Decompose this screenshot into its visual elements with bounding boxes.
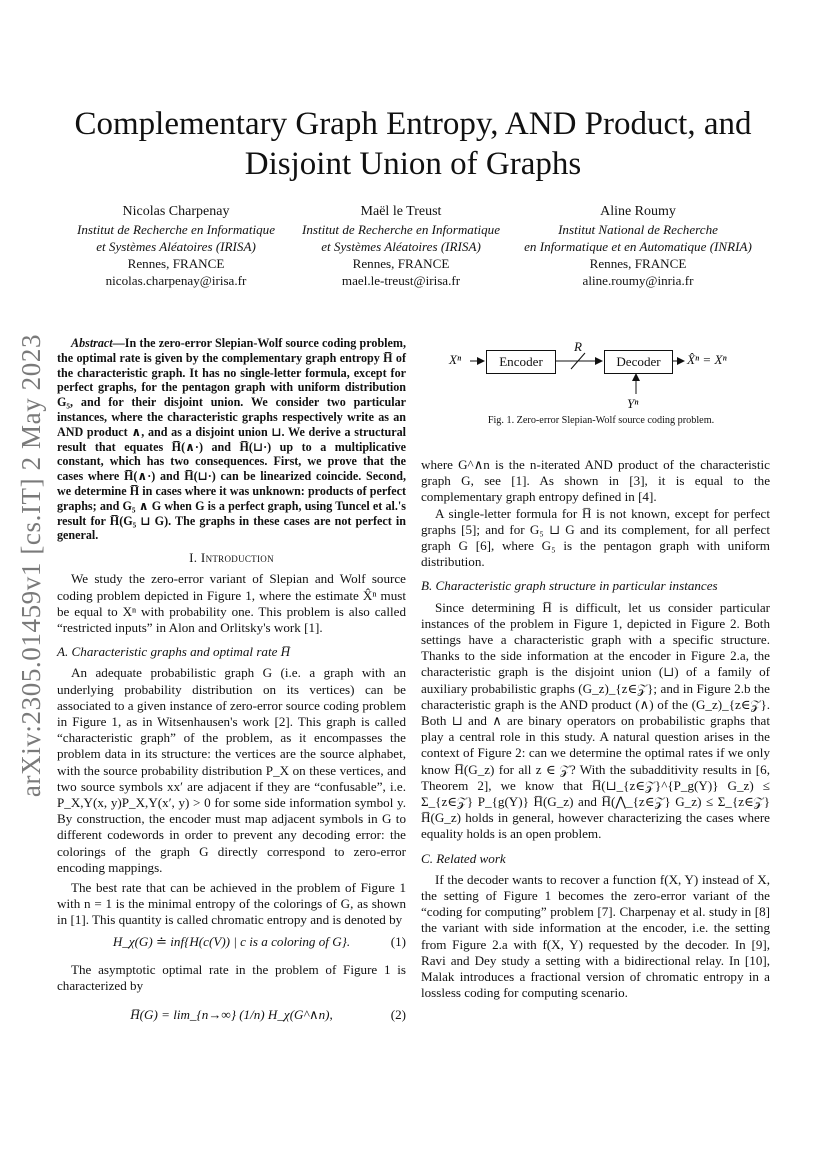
author-email: nicolas.charpenay@irisa.fr — [105, 273, 247, 288]
paper-title: Complementary Graph Entropy, AND Product, and Disjoint Union of Graphs — [74, 106, 752, 182]
figure-1-arrows — [440, 336, 760, 416]
author-affiliation: et Systèmes Aléatoires (IRISA) — [321, 239, 481, 254]
author-affiliation: Institut National de Recherche — [558, 222, 718, 237]
paragraph: where G^∧n is the n-iterated AND product of the characteristic graph G, see [1]. As shown in [3], it is equal to the complementary graph entropy defined in [4]. — [421, 457, 770, 505]
author-city: Rennes, FRANCE — [589, 256, 687, 271]
abstract — [57, 336, 406, 543]
left-column — [57, 336, 406, 1041]
input-label: Xⁿ — [449, 352, 462, 367]
encoder-block: Encoder — [486, 350, 556, 374]
equation-1 — [57, 934, 406, 956]
arxiv-identifier — [8, 333, 56, 797]
right-column — [421, 457, 770, 1002]
output-label: X̂ⁿ = Xⁿ — [687, 352, 727, 367]
abstract-text: —In the zero-error Slepian-Wolf source coding problem, the optimal rate is given by the complementary graph entropy H̅ of the characteristic graph. It has no single-letter formula, except for perfect graphs, for the pentagon graph with uniform distribution G₅, and for their disjoint union. We consider two particular instances, where the characteristic graphs respectively write as an AND product ∧, and as a disjoint union ⊔. We derive a structural result that equates H̅(∧·) and H̅(⊔·) up to a multiplicative constant, which has two consequences. First, we prove that the cases where H̅(∧·) and H̅(⊔·) can be linearized coincide. Second, we determine H̅ in cases where it was unknown: products of perfect graphs; and G₅ ∧ G when G is a perfect graph, using Tuncel et al.'s result for H̅(G₅ ⊔ G). The graphs in these cases are not perfect in general. — [57, 336, 406, 543]
author-city: Rennes, FRANCE — [352, 256, 450, 271]
decoder-block: Decoder — [604, 350, 673, 374]
paragraph: The best rate that can be achieved in the problem of Figure 1 with n = 1 is the minimal entropy of the colorings of G, as shown in [1]. This quantity is called chromatic entropy and is denoted by — [57, 880, 406, 928]
equation-1-number: (1) — [390, 933, 406, 949]
abstract-label: Abstract — [71, 336, 113, 350]
author-affiliation: et Systèmes Aléatoires (IRISA) — [96, 239, 256, 254]
author-1 — [60, 203, 292, 289]
author-email: aline.roumy@inria.fr — [582, 273, 694, 288]
paragraph: Since determining H̅ is difficult, let us consider particular instances of the problem in Figure 1, depicted in Figure 2. Both settings have a characteristic graph with a specific structure. Thanks to the side information at the encoder in Figure 2.a, the characteristic graph is the disjoint union (⊔) of a family of auxiliary probabilistic graphs (G_z)_{z∈𝒵}; and in Figure 2.b the characteristic graph is the AND product (∧) of the (G_z)_{z∈𝒵}. Both ⊔ and ∧ are binary operators on probabilistic graphs that play a central role in this study. A natural question arises in the context of Figure 2: can we determine the optimal rates if we only know H̅(G_z) for all z ∈ 𝒵? With the subadditivity results in [6, Theorem 2], we know that H̅(⊔_{z∈𝒵}^{P_g(Y)} G_z) ≤ Σ_{z∈𝒵} P_{g(Y)} H̅(G_z) and H̅(⋀_{z∈𝒵} G_z) ≤ Σ_{z∈𝒵} H̅(G_z) holds in general, however characterizing the cases where equality holds is an open problem. — [421, 599, 770, 842]
arxiv-identifier-text: arXiv:2305.01459v1 [cs.IT] 2 May 2023 — [16, 333, 47, 797]
author-block — [60, 203, 768, 303]
equation-1-body: H_χ(G) ≐ inf{H(c(V)) | c is a coloring of G}. — [112, 933, 351, 949]
author-city: Rennes, FRANCE — [127, 256, 225, 271]
subsection-heading-b: B. Characteristic graph structure in particular instances — [421, 578, 718, 594]
paragraph: We study the zero-error variant of Slepian and Wolf source coding problem depicted in Figure 1, where the estimate X̂ⁿ must be equal to Xⁿ with probability one. This problem is also called “restricted inputs” in Alon and Orlitsky's work [1]. — [57, 571, 406, 635]
author-name: Aline Roumy — [600, 204, 676, 219]
paragraph: An adequate probabilistic graph G (i.e. a graph with an underlying probability distribution on its vertices) can be associated to a given instance of zero-error source coding problem in Figure 1, as in Witsenhausen's work [2]. This graph is called “characteristic graph” of the problem, as it encompasses the problem data in its structure: the vertices are the source alphabet, with the source probability distribution P_X on these vertices, and two source symbols xx′ are adjacent if they are “confusable”, i.e. P_X,Y(x, y)P_X,Y(x′, y) > 0 for some side information symbol y. By construction, the encoder must map adjacent symbols in G to different codewords in order to prevent any decoding error: the colorings of the graph G directly correspond to zero-error encoding mappings. — [57, 665, 406, 875]
paragraph: A single-letter formula for H̅ is not known, except for perfect graphs [5]; and for G₅ ⊔ G and its complement, for all perfect graph G [6], where G₅ is the pentagon graph with uniform distribution. — [421, 505, 770, 570]
paragraph: If the decoder wants to recover a function f(X, Y) instead of X, the setting of Figure 1 becomes the zero-error variant of the “coding for computing” problem [7]. Charpenay et al. study in [8] the variant with side information at the encoder, i.e. the setting from Figure 2.a with f(X, Y) requested by the decoder. In [9], Ravi and Dey study a setting with a bidirectional relay. In [10], Malak introduces a fractional version of chromatic entropy in a lossless coding for computing scenario. — [421, 871, 770, 1001]
figure-1-caption: Fig. 1. Zero-error Slepian-Wolf source coding problem. — [487, 415, 715, 426]
author-2 — [285, 203, 517, 289]
equation-2 — [57, 999, 406, 1035]
author-3 — [508, 203, 768, 289]
author-affiliation: Institut de Recherche en Informatique — [76, 222, 276, 237]
subsection-heading-c: C. Related work — [421, 850, 506, 866]
subsection-heading-a: A. Characteristic graphs and optimal rate H̅ — [57, 644, 291, 660]
side-info-label: Yⁿ — [627, 396, 639, 411]
author-email: mael.le-treust@irisa.fr — [341, 273, 461, 288]
author-affiliation: en Informatique et en Automatique (INRIA) — [524, 239, 752, 254]
equation-2-number: (2) — [390, 1007, 406, 1023]
paragraph: The asymptotic optimal rate in the problem of Figure 1 is characterized by — [57, 961, 406, 993]
rate-label: R — [574, 339, 582, 354]
author-name: Maël le Treust — [360, 204, 442, 219]
section-heading-introduction: I. Introduction — [189, 550, 274, 566]
equation-2-body: H̅(G) = lim_{n→∞} (1/n) H_χ(G^∧n), — [130, 1007, 333, 1023]
author-affiliation: Institut de Recherche en Informatique — [301, 222, 501, 237]
author-name: Nicolas Charpenay — [122, 204, 230, 219]
